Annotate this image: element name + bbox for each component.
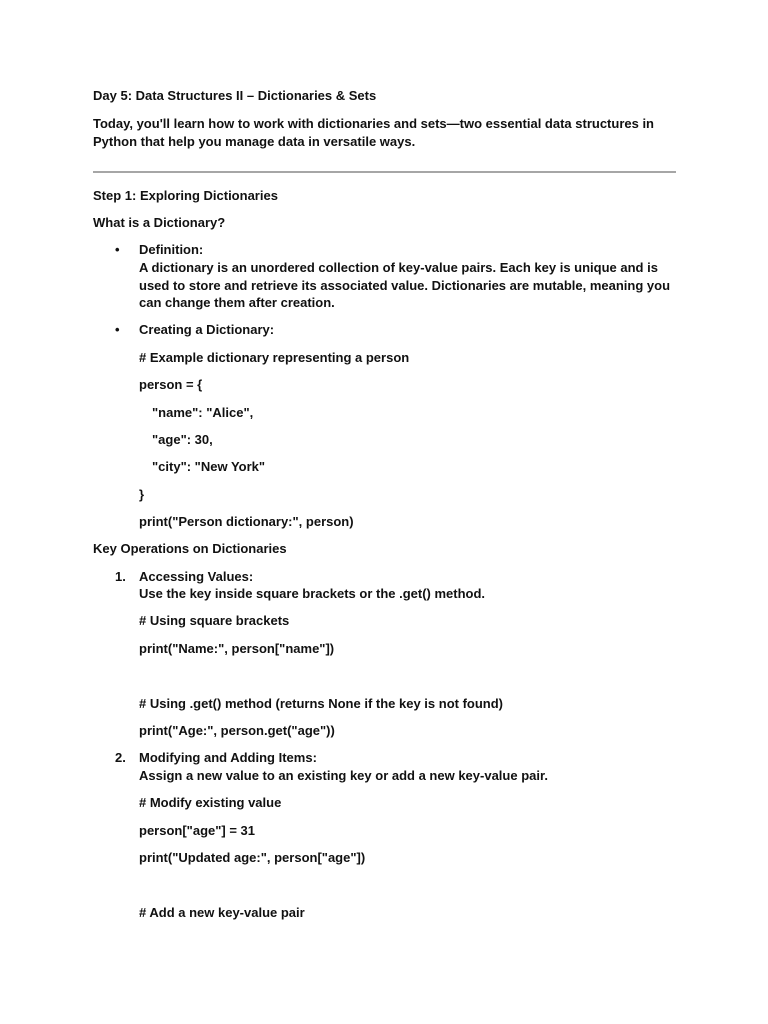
creating-dictionary-label: Creating a Dictionary: [139, 322, 275, 337]
list-number: 1. [115, 569, 126, 584]
code-line: "name": "Alice", [152, 405, 254, 420]
code-line: "age": 30, [152, 432, 213, 447]
code-line: # Add a new key-value pair [139, 905, 305, 920]
code-line: print("Age:", person.get("age")) [139, 723, 335, 738]
bullet-marker: • [115, 242, 120, 257]
modifying-items-label: Modifying and Adding Items: [139, 750, 317, 765]
code-line: "city": "New York" [152, 459, 266, 474]
bullet-marker: • [115, 322, 120, 337]
modifying-items-text: Assign a new value to an existing key or add a new key-value pair. [139, 768, 548, 783]
definition-label: Definition: [139, 242, 204, 257]
code-line: person = { [139, 377, 203, 392]
definition-text: A dictionary is an unordered collection of key-value pairs. Each key is unique and is used to store and retrieve its associated value. Dictionaries are mutable, meaning you can change them after creation. [139, 260, 671, 310]
accessing-values-label: Accessing Values: [139, 569, 254, 584]
horizontal-divider [93, 171, 676, 173]
code-line: # Using square brackets [139, 613, 290, 628]
code-line: # Example dictionary representing a person [139, 350, 410, 365]
code-line: person["age"] = 31 [139, 823, 256, 838]
document-page [93, 0, 683, 1024]
step1-heading: Step 1: Exploring Dictionaries [93, 188, 278, 203]
intro-paragraph: Today, you'll learn how to work with dictionaries and sets—two essential data structures in Python that help you manage data in versatile ways. [93, 116, 654, 149]
code-line: print("Updated age:", person["age"]) [139, 850, 366, 865]
page-title: Day 5: Data Structures II – Dictionaries & Sets [93, 88, 377, 103]
code-line: # Modify existing value [139, 795, 282, 810]
code-line: # Using .get() method (returns None if the key is not found) [139, 696, 504, 711]
key-operations-heading: Key Operations on Dictionaries [93, 541, 287, 556]
code-line: } [139, 487, 145, 502]
code-line: print("Name:", person["name"]) [139, 641, 335, 656]
code-line: print("Person dictionary:", person) [139, 514, 354, 529]
accessing-values-text: Use the key inside square brackets or the .get() method. [139, 586, 486, 601]
list-number: 2. [115, 750, 126, 765]
what-is-dictionary-heading: What is a Dictionary? [93, 215, 226, 230]
